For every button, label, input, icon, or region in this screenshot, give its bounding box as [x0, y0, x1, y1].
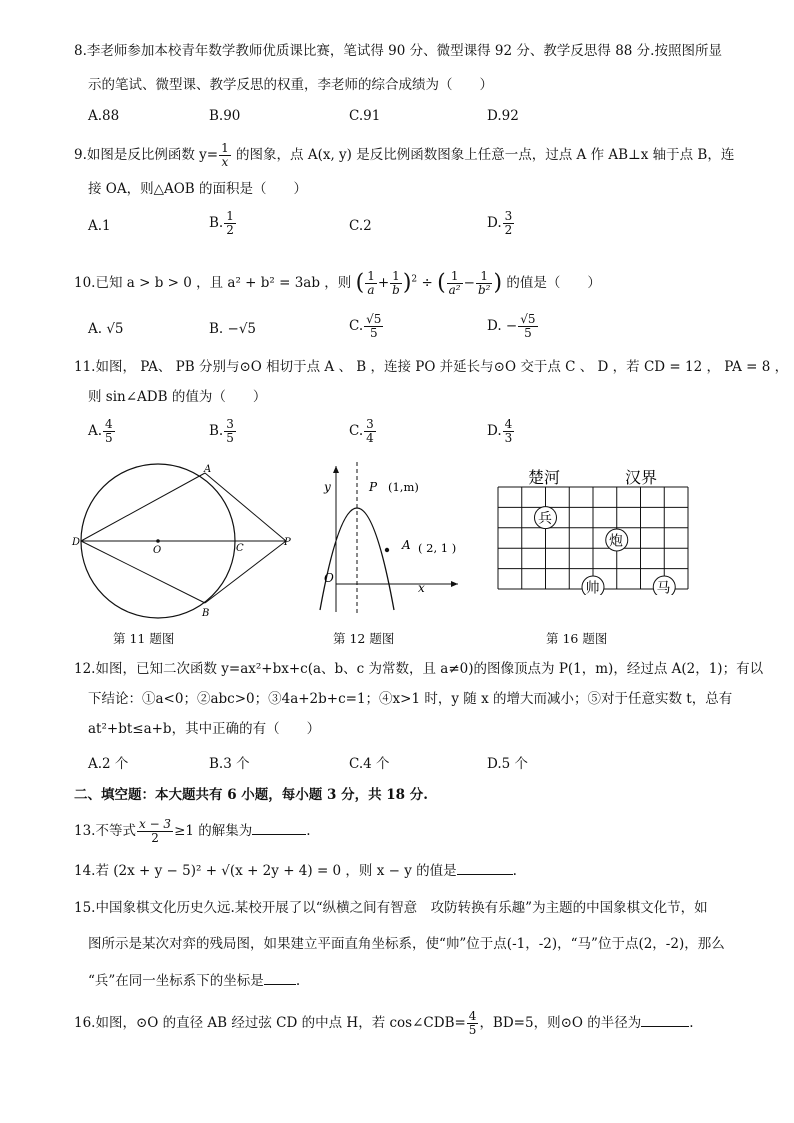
- q8-option-c: C.91: [349, 108, 381, 124]
- label-p: P: [284, 537, 291, 548]
- q10-option-d: D. − $\frac{√5}{5}$: [487, 312, 536, 340]
- q12-option-a: A.2 个: [88, 756, 129, 772]
- q11-option-b: B. $\frac{3}{5}$: [209, 417, 234, 445]
- q8-option-d: D.92: [487, 108, 519, 124]
- q15-line1: 15.中国象棋文化历史久远.某校开展了以“纵横之间有智意 攻防转换有乐趣”为主题的中国象棋文化节，如: [74, 900, 708, 916]
- piece-pao: [606, 529, 628, 551]
- figure-16: [492, 465, 694, 595]
- q9-line1: 9.如图是反比例函数 y= $\frac{1}{x}$ 的图象，点 A(x, y) 是反比例函数图象上任意一点，过点 A 作 AB⊥x 轴于点 B，连: [74, 141, 735, 169]
- q12-option-d: D.5 个: [487, 756, 529, 772]
- figure-11: [70, 460, 300, 620]
- svg-text:(1,m): (1,m): [388, 480, 419, 494]
- q9-option-b: B. $\frac{1}{2}$: [209, 209, 234, 237]
- svg-text:x: x: [418, 581, 425, 595]
- q9-fraction: $\frac{1}{x}$: [221, 141, 229, 169]
- svg-text:兵: 兵: [538, 511, 552, 527]
- q8-option-b: B.90: [209, 108, 241, 124]
- piece-bing: [535, 507, 557, 529]
- svg-text:帅: 帅: [585, 580, 600, 595]
- label-b: B: [202, 608, 210, 619]
- svg-text:( 2, 1 ): ( 2, 1 ): [418, 541, 457, 555]
- q12-line1: 12.如图，已知二次函数 y=ax²+bx+c(a、b、c 为常数，且 a≠0)的图像顶点为 P(1，m)，经过点 A(2，1)；有以: [74, 661, 764, 677]
- piece-ma: [653, 576, 675, 595]
- q9-line2: 接 OA，则△AOB 的面积是（ ）: [88, 181, 308, 197]
- label-han-jie: 汉界: [625, 468, 658, 487]
- figure-16-caption: 第 16 题图: [546, 631, 608, 646]
- label-o: O: [153, 545, 162, 556]
- q16-line: 16.如图，⊙O 的直径 AB 经过弦 CD 的中点 H，若 cos∠CDB= $\frac{4}{5}$ ，BD=5，则⊙O 的半径为 .: [74, 1009, 694, 1037]
- parabola: [320, 508, 394, 610]
- q9-option-a: A.1: [88, 218, 111, 234]
- piece-shuai: [582, 576, 604, 595]
- q8-option-a: A.88: [88, 108, 120, 124]
- q8-line1: 8.李老师参加本校青年数学教师优质课比赛，笔试得 90 分、微型课得 92 分、教学反思得 88 分.按照图所显: [74, 43, 722, 59]
- figure-11-caption: 第 11 题图: [113, 631, 175, 646]
- svg-text:炮: 炮: [609, 533, 623, 550]
- q13-line: 13.不等式 $\frac{x - 3}{2}$ ≥1 的解集为 .: [74, 817, 311, 845]
- q15-line3: “兵”在同一坐标系下的坐标是 .: [88, 973, 301, 989]
- q12-line3: at²+bt≤a+b，其中正确的有（ ）: [88, 721, 321, 737]
- svg-text:A: A: [402, 538, 411, 552]
- svg-text:P: P: [369, 480, 378, 494]
- svg-text:O: O: [324, 571, 334, 585]
- label-a: A: [204, 464, 212, 475]
- q12-line2: 下结论：①a<0；②abc>0；③4a+2b+c=1；④x>1 时，y 随 x 的增大而减小；⑤对于任意实数 t，总有: [88, 691, 733, 707]
- q10-option-a: A. √5: [88, 321, 124, 337]
- label-chu-he: 楚河: [528, 468, 561, 487]
- q10-line1: 10.已知 a > b > 0 ，且 a² + b² = 3ab ，则 ( $\frac{1}{a}$ + $\frac{1}{b}$ )$^2$ ÷ ( $\frac{1}{\text{a²}}$ − $\frac{1}{\text{b²}}$ ) 的值是（ ）: [74, 269, 601, 297]
- figure-12: [310, 460, 470, 620]
- q8-line2: 示的笔试、微型课、教学反思的权重，李老师的综合成绩为（ ）: [88, 77, 493, 93]
- q11-option-c: C. $\frac{3}{4}$: [349, 417, 374, 445]
- q10-option-c: C. $\frac{√5}{5}$: [349, 312, 382, 340]
- label-d: D: [72, 537, 81, 548]
- q12-option-b: B.3 个: [209, 756, 250, 772]
- figure-12-caption: 第 12 题图: [333, 631, 395, 646]
- q9-option-c: C.2: [349, 218, 372, 234]
- section-2-heading: 二、填空题：本大题共有 6 小题，每小题 3 分，共 18 分.: [74, 787, 428, 803]
- q9-option-d: D. $\frac{3}{2}$: [487, 209, 513, 237]
- q14-line: 14.若 (2x + y − 5)² + √(x + 2y + 4) = 0 ，则 x − y 的值是 .: [74, 863, 517, 879]
- q12-option-c: C.4 个: [349, 756, 390, 772]
- q11-option-a: A. $\frac{4}{5}$: [88, 417, 113, 445]
- q11-line1: 11.如图， PA、 PB 分别与⊙O 相切于点 A 、 B ，连接 PO 并延长与⊙O 交于点 C 、 D ，若 CD = 12 ， PA = 8 ，: [74, 359, 789, 375]
- label-c: C: [236, 543, 244, 554]
- q15-line2: 图所示是某次对弈的残局图，如果建立平面直角坐标系，使“帅”位于点(-1，-2)，“马”位于点(2，-2)，那么: [88, 936, 725, 952]
- q11-line2: 则 sin∠ADB 的值为（ ）: [88, 389, 267, 405]
- svg-text:y: y: [324, 480, 331, 494]
- q11-option-d: D. $\frac{4}{3}$: [487, 417, 513, 445]
- q10-option-b: B. −√5: [209, 321, 257, 337]
- svg-text:马: 马: [656, 580, 671, 595]
